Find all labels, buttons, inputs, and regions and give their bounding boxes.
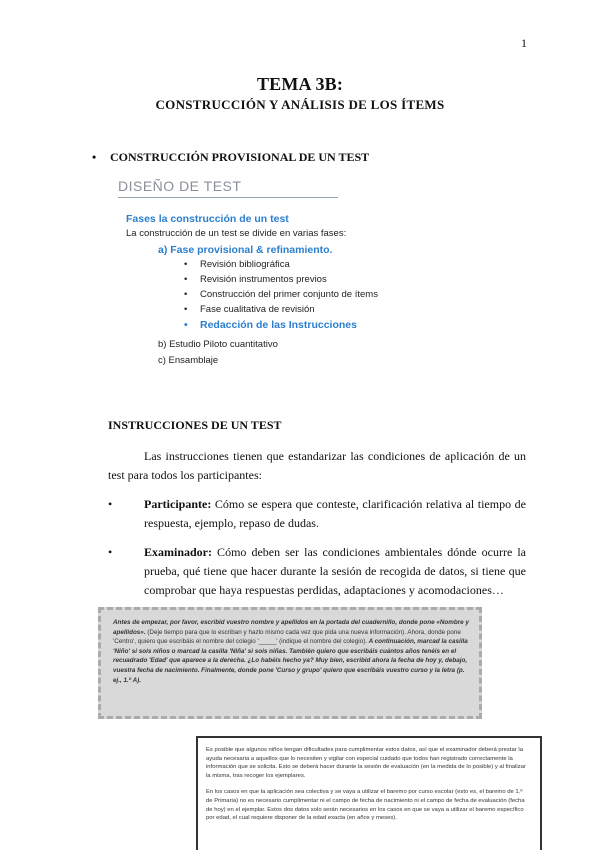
bullet-text: Cómo se espera que conteste, clarificación relativa al tiempo de respuesta, ejemplo, repaso de dudas. <box>144 497 526 530</box>
list-item: • Fase cualitativa de revisión <box>182 304 378 319</box>
bullet-label: Examinador: <box>144 545 213 559</box>
example-part-2: (Deje tiempo para que lo escriban y hazlo mismo cada vez que pida una nueva información). Ahora, donde pone 'Centro', quiero que escribáis el nombre del colegio '_____' (indique el nombre del colegio). <box>113 628 461 646</box>
slide-title: DISEÑO DE TEST <box>118 178 242 194</box>
page-title: TEMA 3B: <box>256 74 344 94</box>
list-item: • Construcción del primer conjunto de ítems <box>182 289 378 304</box>
slide-subtitle: Fases la construcción de un test <box>126 213 289 225</box>
bullet-dot: • <box>108 497 113 511</box>
slide-divider <box>118 197 338 198</box>
page-number: 1 <box>521 36 527 50</box>
examiner-note-text <box>206 746 530 831</box>
bullet-examinador <box>108 543 526 600</box>
bullet-dot: • <box>92 150 97 164</box>
list-item-highlighted: • Redacción de las Instrucciones <box>182 319 378 334</box>
section-heading: INSTRUCCIONES DE UN TEST <box>108 418 282 432</box>
example-part-1: Antes de empezar, por favor, escribid vuestro nombre y apellidos en la portada del cuadernillo, donde pone «Nombre y apellidos». <box>113 619 469 636</box>
slide-phase-a: a) Fase provisional & refinamiento. <box>158 244 333 256</box>
page-subtitle: CONSTRUCCIÓN Y ANÁLISIS DE LOS ÍTEMS <box>155 97 445 112</box>
bullet-dot: • <box>108 545 113 559</box>
bullet-heading <box>92 150 369 165</box>
slide-phase-list <box>182 259 378 334</box>
slide-phase-b: b) Estudio Piloto cuantitativo <box>158 339 278 350</box>
examiner-note-box <box>196 736 542 850</box>
note-paragraph: Es posible que algunos niños tengan dificultades para cumplimentar estos datos, así que el examinador deberá prestar la ayuda necesaria a aquellos que lo necesiten y vigilar con especial cuidado que todos han registrado correctamente la información que se solicita. Esto se deberá hacer durante la sesión de evaluación (en la medida de lo posible) y al finalizar la misma, tras recoger los ejemplares. <box>206 747 526 779</box>
instructions-example-box <box>98 607 482 719</box>
intro-paragraph: Las instrucciones tienen que estandarizar las condiciones de aplicación de un test para todos los participantes: <box>108 449 526 482</box>
bullet-label: Participante: <box>144 497 212 511</box>
slide-intro: La construcción de un test se divide en varias fases: <box>126 228 347 239</box>
list-item: • Revisión bibliográfica <box>182 259 378 274</box>
example-part-3: A continuación, marcad la casilla 'Niño' si sois niños o marcad la casilla 'Niña' si sois niñas. También quiero que escribáis cuántos años tenéis en el recuadrado 'Edad' que aparece a la derecha. ¿Lo habéis hecho ya? Muy bien, escribid ahora la fecha de hoy y, debajo, vuestra fecha de nacimiento. Finalmente, donde pone 'Curso y grupo' quiero que escribáis vuestro curso y la letra (p. ej., 1.º A). <box>113 638 468 684</box>
bullet-text: Cómo deben ser las condiciones ambientales dónde ocurre la prueba, qué tiene que hacer durante la sesión de recogida de datos, si tiene que comprobar que haya respuestas perdidas, adaptaciones y acomodaciones… <box>144 545 526 597</box>
bullet-participante <box>108 495 526 533</box>
bullet-heading-text: CONSTRUCCIÓN PROVISIONAL DE UN TEST <box>110 150 370 164</box>
slide-image <box>118 172 468 372</box>
slide-phase-c: c) Ensamblaje <box>158 355 219 366</box>
instructions-example-text <box>113 618 471 685</box>
note-paragraph: En los casos en que la aplicación sea colectiva y se vaya a utilizar el baremo por curso escolar (esto es, el baremo de 1.º de Primaria) no es necesario cumplimentar ni el campo de fecha de nacimiento ni el campo de fecha de evaluación (fecha de hoy) en el ejemplar. Estos dos datos solo serán necesarios en los casos en que se vaya a utilizar el baremo específico por edad, el cual requiere disponer de la edad exacta (en años y meses). <box>206 789 525 822</box>
list-item: • Revisión instrumentos previos <box>182 274 378 289</box>
